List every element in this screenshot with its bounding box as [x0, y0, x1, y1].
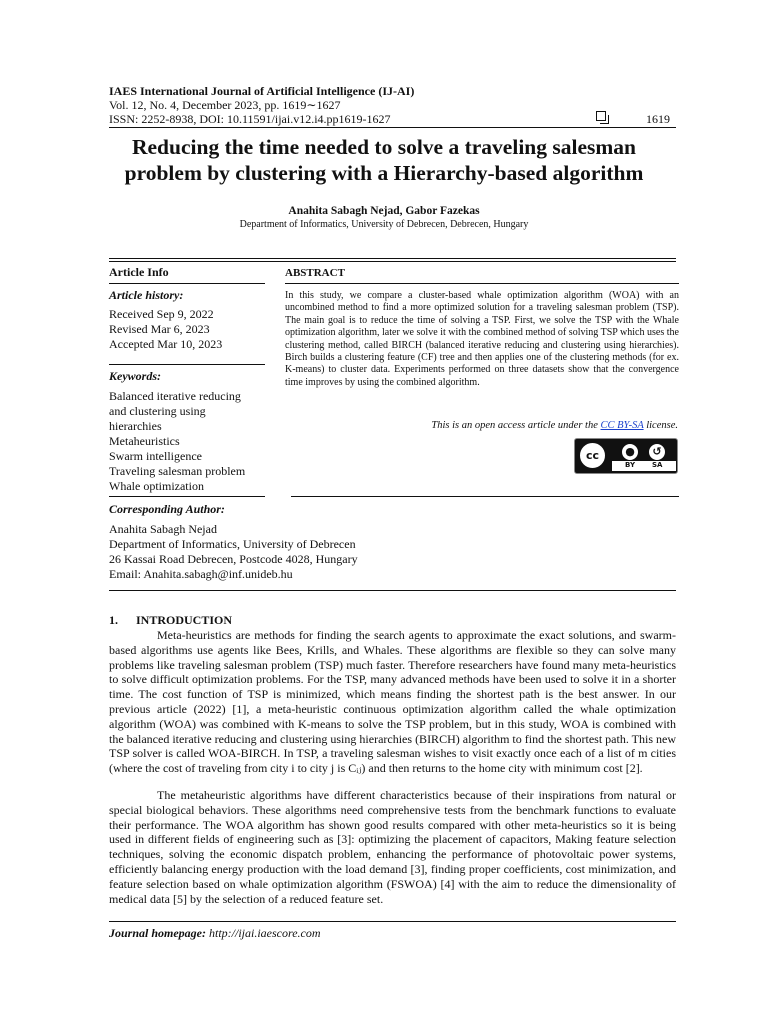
corresponding-heading: Corresponding Author:: [109, 502, 225, 516]
journal-homepage: [109, 926, 321, 941]
article-info-rule: [109, 283, 265, 284]
history-rule: [109, 364, 265, 365]
corresponding-details: [109, 522, 358, 582]
abstract-heading: ABSTRACT: [285, 267, 345, 279]
attribution-icon: ●: [620, 442, 640, 462]
corresponding-dept: Department of Informatics, University of Debrecen: [109, 537, 356, 551]
history-accepted: Accepted Mar 10, 2023: [109, 337, 223, 351]
badge-by-label: BY: [625, 461, 636, 469]
license-text: [431, 420, 678, 431]
keywords-rule: [109, 496, 265, 497]
authors: Anahita Sabagh Nejad, Gabor Fazekas: [288, 205, 480, 217]
section-number: 1.: [109, 613, 118, 627]
license-suffix: license.: [643, 420, 678, 431]
homepage-label: Journal homepage:: [109, 926, 207, 940]
keyword-item: Traveling salesman problem: [109, 464, 246, 478]
article-info-heading: Article Info: [109, 265, 169, 279]
abstract-text: In this study, we compare a cluster-based whale optimization algorithm (WOA) with an uncombined method to find a more optimized solution for a traveling salesman problem (TSP). The main goal is to reduce the time of solving a TSP. First, we solve the TSP with the Whale optimization algorithm, later we solve it with the combined method of solving TSP which uses the clustering method, called BIRCH (balanced iterative reducing and clustering using hierarchies). Birch builds a clustering feature (CF) tree and then applies one of the clustering methods (for ex. K-means) to cluster data. Experiments performed on three datasets show that the convergence time improves by using the combined algorithm.: [285, 290, 679, 388]
intro-paragraph-1: Meta-heuristics are methods for finding the search agents to approximate the exact solutions, and swarm-based algorithms use agents like Bees, Krills, and Whales. These algorithms are flexible so they can solve many problems like traveling salesman problem (TSP) much faster. Therefore researchers have found many meta-heuristics to solve difficult optimization problems. For the TSP, many advanced methods have been used to solve it in a shorter time. The cost function of TSP is minimized, which means finding the shortest path is the best answer. In our previous article (2022) [1], a meta-heuristic continuous optimization algorithm called the whale optimization algorithm (WOA) was combined with K-means to solve the TSP problem, but in this study, WOA is combined with the balanced iterative reducing and clustering using hierarchies (BIRCH) algorithm to find the shortest path. This new TSP solver is called WOA-BIRCH. In TSP, a traveling salesman wishes to visit exactly once each of a list of m cities (where the cost of traveling from city i to city j is Cᵢⱼ) and then returns to the home city with minimum cost [2].: [109, 628, 676, 776]
share-alike-icon: ↺: [647, 442, 667, 462]
license-link[interactable]: CC BY-SA: [600, 420, 644, 431]
abstract-rule: [285, 283, 679, 284]
title-line-1: Reducing the time needed to solve a traveling salesman: [131, 135, 636, 159]
corresponding-name: Anahita Sabagh Nejad: [109, 522, 217, 536]
homepage-url[interactable]: http://ijai.iaescore.com: [209, 926, 321, 940]
abstract-bottom-rule: [291, 496, 679, 497]
volume-info: Vol. 12, No. 4, December 2023, pp. 1619∼1627: [109, 98, 341, 112]
history-revised: Revised Mar 6, 2023: [109, 322, 210, 336]
cc-by-sa-badge[interactable]: [574, 438, 678, 474]
footer-rule: [109, 921, 676, 922]
history-heading: Article history:: [109, 288, 184, 302]
keywords-list: [109, 389, 245, 494]
keywords-heading: Keywords:: [109, 369, 161, 383]
keyword-item: Swarm intelligence: [109, 449, 202, 463]
history-received: Received Sep 9, 2022: [109, 307, 214, 321]
corresponding-address: 26 Kassai Road Debrecen, Postcode 4028, Hungary: [109, 552, 358, 566]
keyword-item: and clustering using: [109, 404, 206, 418]
page-number: 1619: [646, 112, 670, 126]
section-heading: [109, 613, 232, 628]
header-rule: [109, 127, 676, 128]
top-rule-2: [109, 261, 676, 262]
keyword-item: Whale optimization: [109, 479, 204, 493]
info-bottom-rule: [109, 590, 676, 591]
journal-name: IAES International Journal of Artificial Intelligence (IJ-AI): [109, 84, 415, 98]
affiliation: Department of Informatics, University of Debrecen, Debrecen, Hungary: [239, 219, 529, 230]
keyword-item: hierarchies: [109, 419, 162, 433]
badge-sa-label: SA: [652, 461, 663, 469]
intro-paragraph-2: The metaheuristic algorithms have different characteristics because of their inspirations from natural or special biological behaviors. These algorithms need comprehensive tests from the benchmark functions to evaluate their performance. The WOA algorithm has shown good results compared with other meta-heuristics so it is being used in different fields of engineering such as [3]: optimizing the placement of capacitors, Making feature selection techniques, solving the economic dispatch problem, enhancing the performance of photovoltaic power systems, efficiently balancing energy production with the load demand [3], finding proper coefficients, cost minimization, and feature selection based on whale optimization algorithm (FSWOA) [4] with the aim to reduce the dimensionality of medical data [5] by the selection of a reduced feature set.: [109, 788, 676, 906]
cc-icon: cc: [578, 441, 607, 470]
section-title: INTRODUCTION: [136, 613, 233, 627]
paper-title: [70, 134, 698, 186]
top-rule-1: [109, 258, 676, 259]
badge-label-strip: [612, 461, 676, 471]
history-list: [109, 307, 222, 352]
corresponding-email: Email: Anahita.sabagh@inf.unideb.hu: [109, 567, 293, 581]
keyword-item: Balanced iterative reducing: [109, 389, 241, 403]
title-line-2: problem by clustering with a Hierarchy-based algorithm: [124, 161, 644, 185]
square-icon: [596, 111, 606, 121]
issn-doi: ISSN: 2252-8938, DOI: 10.11591/ijai.v12.i4.pp1619-1627: [109, 112, 391, 126]
license-prefix: This is an open access article under the: [431, 420, 601, 431]
keyword-item: Metaheuristics: [109, 434, 180, 448]
